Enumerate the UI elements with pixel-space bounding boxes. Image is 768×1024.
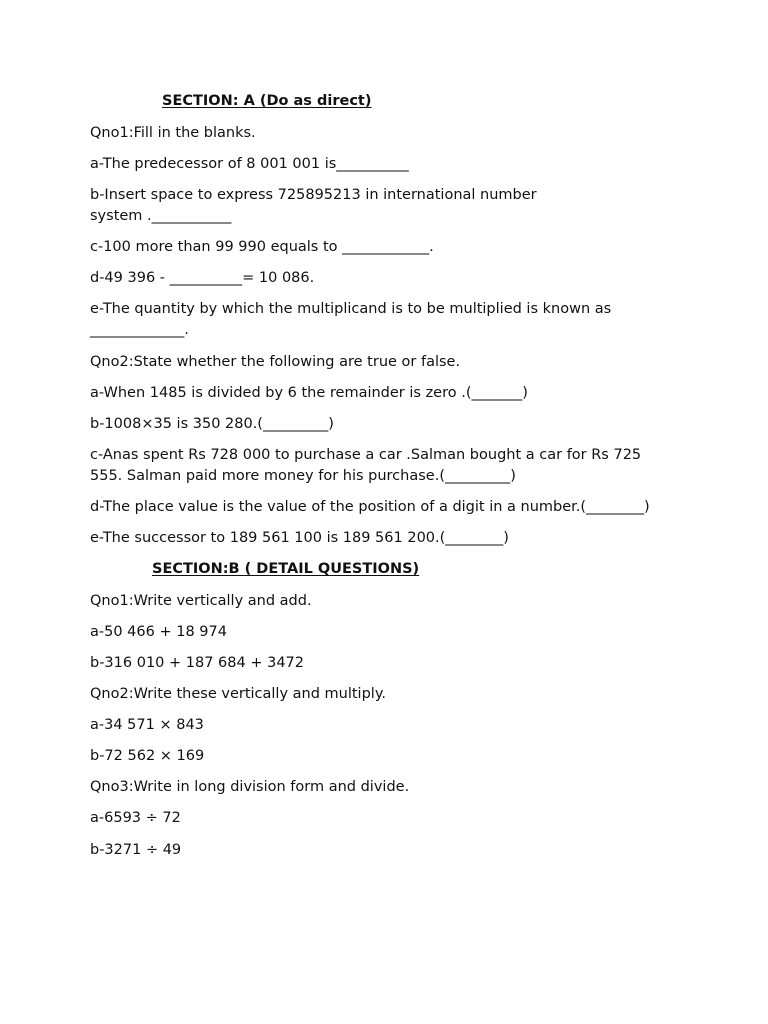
section-a-q1-prompt: Qno1:Fill in the blanks. [90, 125, 256, 141]
section-a-q1-item-b-line2: system .___________ [90, 208, 232, 224]
section-a-q2-item-c-line2: 555. Salman paid more money for his purchase.(_________) [90, 468, 516, 484]
section-b-q1-prompt: Qno1:Write vertically and add. [90, 593, 312, 609]
section-b-q3-item-a: a-6593 ÷ 72 [90, 810, 181, 826]
section-b-title: SECTION:B ( DETAIL QUESTIONS) [152, 561, 420, 577]
section-b-q3-item-b: b-3271 ÷ 49 [90, 842, 182, 858]
section-a-q2-item-e: e-The successor to 189 561 100 is 189 561 200.(________) [90, 530, 509, 546]
section-b-q2-item-a: a-34 571 × 843 [90, 717, 204, 733]
section-b-q2-prompt: Qno2:Write these vertically and multiply. [90, 686, 386, 702]
section-a-q1-item-b-line1: b-Insert space to express 725895213 in international number [90, 187, 537, 203]
section-b-q2-item-b: b-72 562 × 169 [90, 748, 205, 764]
section-a-q1-item-e-line1: e-The quantity by which the multiplicand is to be multiplied is known as [90, 301, 612, 317]
section-a-title: SECTION: A (Do as direct) [162, 93, 372, 109]
section-a-q1-item-c: c-100 more than 99 990 equals to ____________. [90, 239, 434, 255]
section-b-q3-prompt: Qno3:Write in long division form and divide. [90, 779, 410, 795]
section-a-q1-item-a: a-The predecessor of 8 001 001 is__________ [90, 156, 409, 172]
section-b-q1-item-b: b-316 010 + 187 684 + 3472 [90, 655, 304, 671]
section-a-q1-item-e-line2: _____________. [90, 322, 189, 338]
section-a-q1-item-d: d-49 396 - __________= 10 086. [90, 270, 315, 286]
section-a-q2-prompt: Qno2:State whether the following are true or false. [90, 354, 461, 370]
section-a-q2-item-c-line1: c-Anas spent Rs 728 000 to purchase a car .Salman bought a car for Rs 725 [90, 447, 642, 463]
section-a-q2-item-a: a-When 1485 is divided by 6 the remainder is zero .(_______) [90, 385, 528, 401]
section-b-q1-item-a: a-50 466 + 18 974 [90, 624, 227, 640]
section-a-q2-item-d: d-The place value is the value of the position of a digit in a number.(________) [90, 499, 650, 515]
section-a-q2-item-b: b-1008×35 is 350 280.(_________) [90, 416, 334, 432]
